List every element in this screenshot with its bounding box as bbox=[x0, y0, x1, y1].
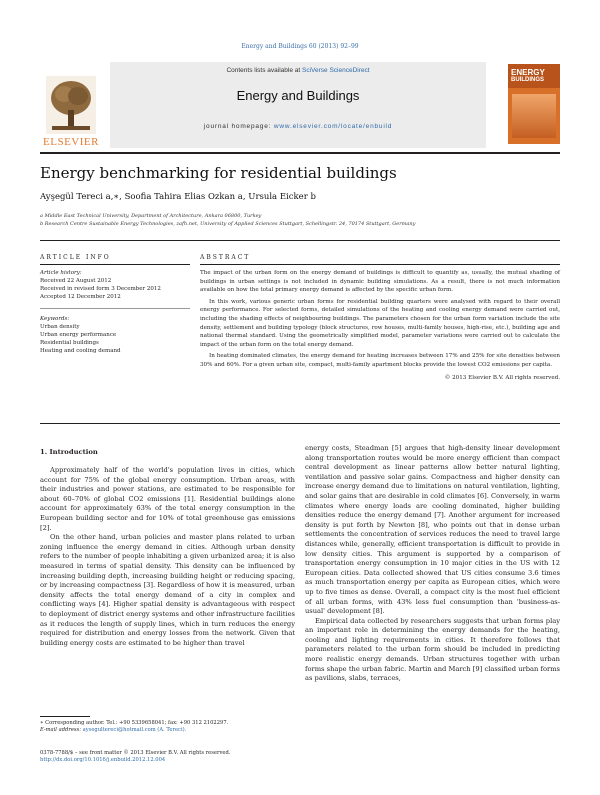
section-heading-introduction: 1. Introduction bbox=[40, 448, 98, 456]
article-info-rule bbox=[40, 264, 190, 265]
body-paragraph: energy costs, Steadman [5] argues that high-density linear development along transportation routes would be more energy efficient than compact central development as linear patterns allow better natural lighting, ventilation and passive solar gains. Compactness and higher density can increase energy demand due to limitations on natural ventilation, lighting, and solar gains that are desirable in cold climates [6]. Conversely, in warm climates where energy loads are cooling dominated, higher building densities reduce the energy demand [7]. Another argument for increased density is put forth by Newton [8], who points out that in dense urban settlements the concentration of services reduces the need to travel large distances while, generally, efficient transportation is difficult to provide in low density cities. This argument is supported by a comparison of transportation energy consumption in 10 major cities in the US with 12 European cities. Data collected showed that US cities consume 3.6 times as much transportation energy per capita as European cities, which were up to five times as dense. Overall, a compact city is the most fuel efficient of all urban forms, with 43% less fuel consumption than 'business-as-usual' development [8]. bbox=[305, 444, 560, 616]
masthead-banner bbox=[110, 62, 486, 148]
cover-word-energy: ENERGY bbox=[511, 68, 545, 77]
masthead-rule bbox=[40, 152, 560, 154]
homepage-label: journal homepage: bbox=[203, 123, 272, 130]
info-divider bbox=[40, 308, 190, 309]
abstract-rule bbox=[200, 264, 560, 265]
email-label: E-mail address: bbox=[40, 727, 81, 734]
email-link[interactable]: aysegultereci@hotmail.com (A. Tereci). bbox=[82, 727, 187, 734]
affiliation-a: a Middle East Technical University, Department of Architecture, Ankara 06800, Turkey bbox=[40, 213, 262, 219]
journal-homepage-link[interactable]: www.elsevier.com/locate/enbuild bbox=[273, 123, 393, 130]
copyright-notice: © 2013 Elsevier B.V. All rights reserved. bbox=[444, 374, 560, 381]
history-revised: Received in revised form 3 December 2012 bbox=[40, 286, 161, 292]
abstract-paragraph: In this work, various generic urban forms for residential building quarters were analysed with regard to their overall energy performance. For selected forms, detailed simulations of the heating and cooling energy demand were carried out, including the shading effects of neighbouring buildings. The parameters chosen for the urban form variation include the site density, settlement and building typology (block structures, row houses, multi-family houses, high-rise, etc.), building age and national thermal standard. Using the geometrically simplified model, parameter variations were carried out to calculate the impact of the urban form on the total energy demand. bbox=[200, 298, 560, 348]
publisher-logo[interactable] bbox=[40, 66, 102, 148]
masthead bbox=[40, 62, 560, 150]
footnote-rule bbox=[40, 716, 90, 717]
keyword-item: Heating and cooling demand bbox=[40, 348, 121, 354]
abstract-bottom-rule bbox=[40, 423, 560, 424]
history-label: Article history: bbox=[40, 270, 82, 276]
article-history bbox=[40, 269, 190, 301]
corresponding-author-footnote bbox=[40, 720, 295, 735]
keywords bbox=[40, 315, 190, 355]
divider bbox=[40, 240, 560, 241]
authors-line: Ayşegül Tereci a,∗, Soofia Tahira Elias Ozkan a, Ursula Eicker b bbox=[40, 192, 316, 202]
cover-image bbox=[512, 94, 556, 138]
history-accepted: Accepted 12 December 2012 bbox=[40, 294, 121, 300]
sciencedirect-link[interactable]: SciVerse ScienceDirect bbox=[301, 67, 370, 74]
body-paragraph: On the other hand, urban policies and master plans related to urban zoning influence the energy demand in cities. Although urban density refers to the number of people inhabiting a given urbanized area; it is also measured in terms of spatial density. This density can be influenced by increasing building depth, increasing building height or reducing spacing, or by increasing compactness [3]. Regardless of how it is measured, urban density affects the total energy demand of a city in complex and conflicting ways [4]. Higher spatial density is advantageous with respect to deployment of district energy systems and other infrastructure facilities as it reduces the length of supply lines, which in turn reduces the energy required for distribution and energy losses from the network. Given that building energy costs are estimated to be higher than travel bbox=[40, 533, 295, 647]
email-line bbox=[40, 727, 295, 734]
contents-prefix: Contents lists available at bbox=[226, 67, 301, 74]
keyword-item: Residential buildings bbox=[40, 340, 99, 346]
abstract-body bbox=[200, 269, 560, 382]
issn-line: 0378-7788/$ – see front matter © 2013 Elsevier B.V. All rights reserved. bbox=[40, 750, 231, 756]
journal-title: Energy and Buildings bbox=[236, 88, 360, 103]
body-column-right bbox=[305, 444, 560, 684]
publisher-wordmark: ELSEVIER bbox=[43, 136, 99, 148]
keywords-label: Keywords: bbox=[40, 316, 70, 322]
corresponding-author: ∗ Corresponding author. Tel.: +90 5339658041; fax: +90 312 2102297. bbox=[40, 720, 229, 726]
article-title: Energy benchmarking for residential buildings bbox=[40, 164, 397, 182]
body-paragraph: Approximately half of the world's population lives in cities, which account for 75% of the global energy consumption. Urban areas, with their industries and power stations, are estimated to be responsible for about 60–70% of global CO2 emissions [1]. Residential buildings alone account for approximately 63% of the total energy consumption in the European building sector and for 10% of total greenhouse gas emissions [2]. bbox=[40, 466, 295, 532]
abstract-paragraph: In heating dominated climates, the energy demand for heating increases between 17% and 25% for site densities between 30% and 60%. For a given urban site, compact, multi-family apartment blocks provide the lowest CO2 emissions per capita. bbox=[200, 353, 560, 368]
keyword-item: Urban density bbox=[40, 324, 80, 330]
keyword-item: Urban energy performance bbox=[40, 332, 117, 338]
doi-link[interactable]: http://dx.doi.org/10.1016/j.enbuild.2012.12.004 bbox=[40, 757, 166, 764]
affiliation-b: b Research Centre Sustainable Energy Technologies, zafh.net, University of Applied Sciences Stuttgart, Schellingstr. 24, 70174 Stuttgart, Germany bbox=[40, 221, 416, 227]
running-head[interactable]: Energy and Buildings 60 (2013) 92–99 bbox=[241, 43, 359, 50]
history-received: Received 22 August 2012 bbox=[40, 278, 112, 284]
body-column-left bbox=[40, 466, 295, 648]
homepage-line bbox=[110, 123, 486, 130]
article-info-heading: ARTICLE INFO bbox=[40, 254, 111, 261]
abstract-heading: ABSTRACT bbox=[200, 254, 251, 261]
issn-footnote bbox=[40, 750, 295, 765]
contents-line bbox=[110, 67, 486, 74]
abstract-paragraph: The impact of the urban form on the energy demand of buildings is difficult to quantify as, usually, the mutual shading of buildings in urban settings is not included in dynamic building simulations. As a result, there is not much information available on how the total primary energy demand is affected by the specific urban form. bbox=[200, 270, 560, 294]
cover-word-buildings: BUILDINGS bbox=[511, 77, 544, 83]
body-paragraph: Empirical data collected by researchers suggests that urban forms play an important role in determining the energy demands for the heating, cooling and lighting requirements in cities. It therefore follows that parameters related to the urban form should be included in predicting more realistic energy demands. Urban structures together with urban forms shape the urban fabric. Martin and March [9] classified urban forms as pavilions, slabs, terraces, bbox=[305, 616, 560, 683]
journal-cover-thumbnail[interactable] bbox=[508, 64, 560, 144]
elsevier-tree-icon bbox=[46, 76, 96, 134]
